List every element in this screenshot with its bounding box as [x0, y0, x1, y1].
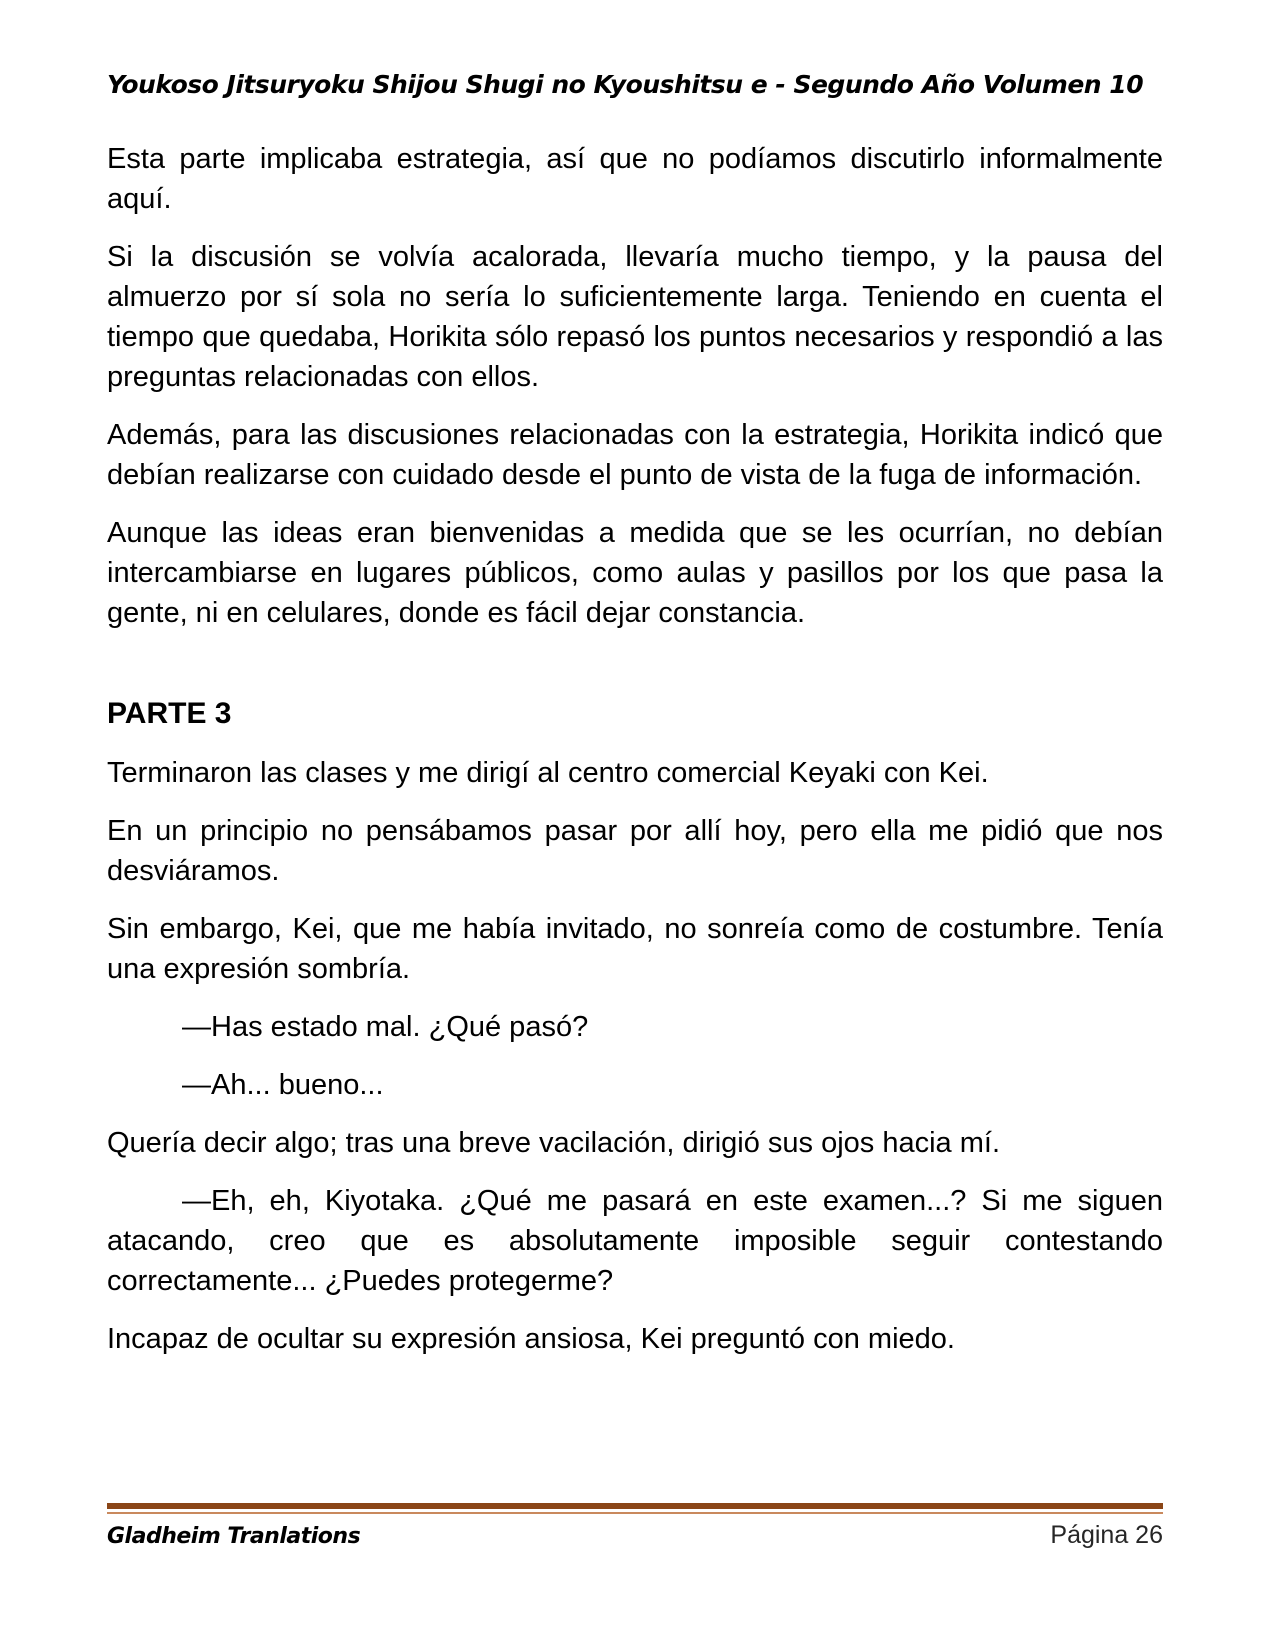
- paragraph: Sin embargo, Kei, que me había invitado, no sonreía como de costumbre. Tenía una expresión sombría.: [107, 913, 1163, 985]
- footer-brand-name: Gladheim Tranlations: [107, 1524, 361, 1549]
- dialogue-line: —Has estado mal. ¿Qué pasó?: [182, 1011, 589, 1043]
- document-footer: [107, 1503, 1163, 1550]
- paragraph: Terminaron las clases y me dirigí al centro comercial Keyaki con Kei.: [107, 757, 989, 789]
- paragraph: Esta parte implicaba estrategia, así que no podíamos discutirlo informalmente aquí.: [107, 143, 1163, 215]
- paragraph: Además, para las discusiones relacionadas con la estrategia, Horikita indicó que debían realizarse con cuidado desde el punto de vista de la fuga de información.: [107, 419, 1163, 491]
- document-header-title: Youkoso Jitsuryoku Shijou Shugi no Kyoushitsu e - Segundo Año Volumen 10: [107, 70, 1144, 99]
- footer-page-number: Página 26: [1050, 1521, 1163, 1549]
- footer-divider-rule: [107, 1503, 1163, 1514]
- paragraph: Incapaz de ocultar su expresión ansiosa, Kei preguntó con miedo.: [107, 1323, 955, 1355]
- section-heading: PARTE 3: [107, 697, 232, 730]
- paragraph: Si la discusión se volvía acalorada, llevaría mucho tiempo, y la pausa del almuerzo por sí sola no sería lo suficientemente larga. Teniendo en cuenta el tiempo que quedaba, Horikita sólo repasó los puntos necesarios y respondió a las preguntas relacionadas con ellos.: [107, 241, 1163, 393]
- paragraph: En un principio no pensábamos pasar por allí hoy, pero ella me pidió que nos desviáramos.: [107, 815, 1163, 887]
- dialogue-line: —Eh, eh, Kiyotaka. ¿Qué me pasará en este examen...? Si me siguen atacando, creo que es absolutamente imposible seguir contestando correctamente... ¿Puedes protegerme?: [107, 1185, 1163, 1297]
- page-body: [107, 0, 1163, 1377]
- footer-text-row: [107, 1521, 1163, 1550]
- document-content: [107, 139, 1163, 1359]
- paragraph: Aunque las ideas eran bienvenidas a medida que se les ocurrían, no debían intercambiarse en lugares públicos, como aulas y pasillos por los que pasa la gente, ni en celulares, donde es fácil dejar constancia.: [107, 517, 1163, 629]
- paragraph: Quería decir algo; tras una breve vacilación, dirigió sus ojos hacia mí.: [107, 1127, 1000, 1159]
- dialogue-line: —Ah... bueno...: [182, 1069, 384, 1101]
